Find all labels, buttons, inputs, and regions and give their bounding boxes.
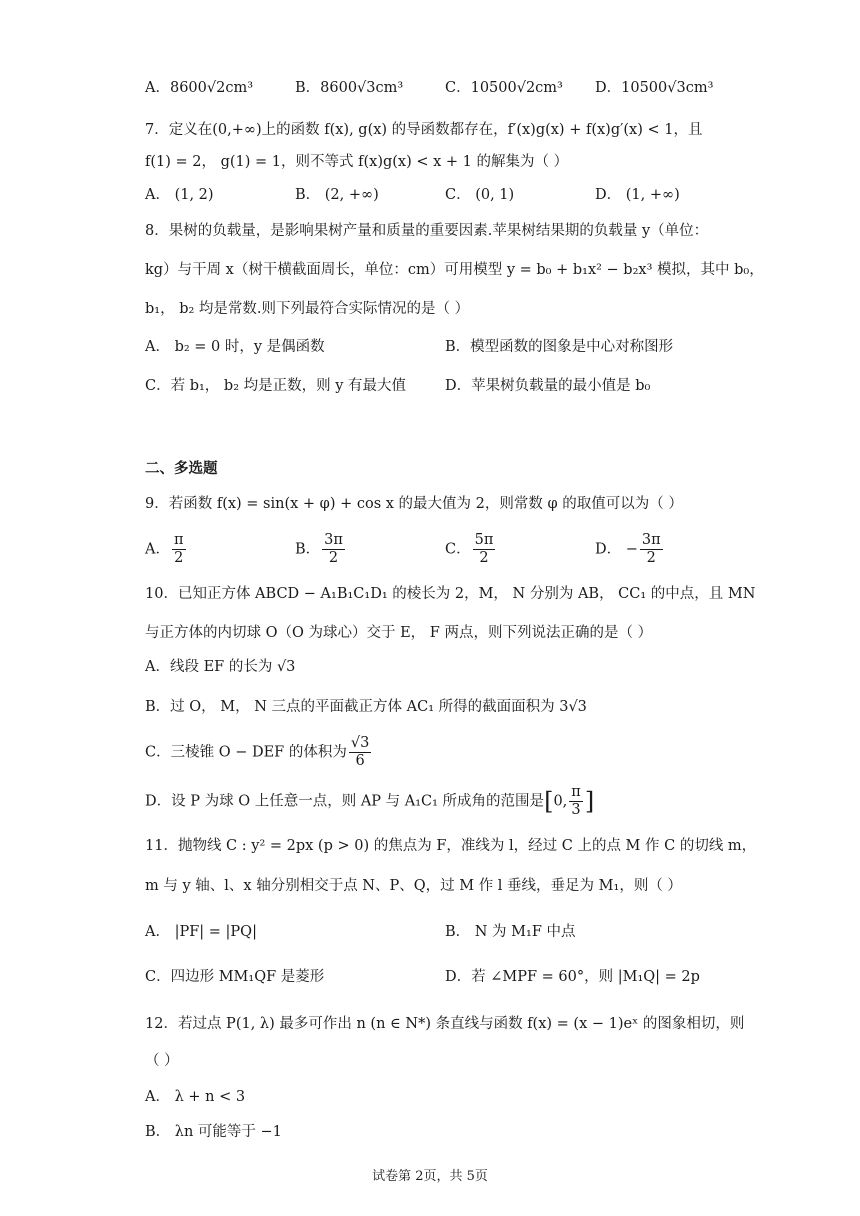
q6-option-b: B．8600√3cm³ <box>295 80 404 96</box>
numerator: √3 <box>350 735 370 751</box>
q10-stem-line2: 与正方体的内切球 O（O 为球心）交于 E， F 两点，则下列说法正确的是（ ） <box>145 625 653 641</box>
q9-option-a <box>145 532 188 567</box>
q8-option-a: A． b₂ = 0 时，y 是偶函数 <box>145 339 325 355</box>
denominator: 2 <box>646 550 656 566</box>
q12-option-a: A． λ + n < 3 <box>145 1089 246 1105</box>
q6-option-a: A．8600√2cm³ <box>145 80 254 96</box>
q7-option-d: D． (1, +∞) <box>595 187 680 203</box>
q11-option-d: D．若 ∠MPF = 60°，则 |M₁Q| = 2p <box>445 969 700 985</box>
q8-stem-line2: kg）与干周 x（树干横截面周长，单位：cm）可用模型 y = b₀ + b₁x² − b₂x³ 模拟，其中 b₀， <box>145 262 764 278</box>
q9-option-c <box>445 532 497 567</box>
q7-option-a: A． (1, 2) <box>145 187 214 203</box>
numerator: 3π <box>324 532 343 548</box>
q7-option-b: B． (2, +∞) <box>295 187 379 203</box>
fraction <box>640 532 663 567</box>
q9-option-b <box>295 532 347 567</box>
numerator: π <box>571 784 581 800</box>
q10-stem-line1: 10．已知正方体 ABCD − A₁B₁C₁D₁ 的棱长为 2，M， N 分别为 AB， CC₁ 的中点，且 MN <box>145 586 756 602</box>
q9-option-a-label: A． <box>145 541 170 558</box>
q10-option-d-text: D．设 P 为球 O 上任意一点，则 AP 与 A₁C₁ 所成角的范围是 <box>145 793 545 810</box>
fraction <box>349 735 371 770</box>
q11-stem-line2: m 与 y 轴、l、x 轴分别相交于点 N、P、Q，过 M 作 l 垂线，垂足为 M₁，则（ ） <box>145 878 682 894</box>
numerator: 3π <box>641 532 661 548</box>
q10-option-c-text: C．三棱锥 O − DEF 的体积为 <box>145 744 347 761</box>
q12-stem-line1: 12．若过点 P(1, λ) 最多可作出 n (n ∈ N*) 条直线与函数 f(x) = (x − 1)eˣ 的图象相切，则 <box>145 1016 745 1032</box>
q8-stem-line1: 8．果树的负载量，是影响果树产量和质量的重要因素.苹果树结果期的负载量 y（单位： <box>145 223 709 239</box>
q7-stem-line2: f(1) = 2， g(1) = 1，则不等式 f(x)g(x) < x + 1 的解集为（ ） <box>145 154 569 170</box>
section-title: 二、多选题 <box>145 461 218 477</box>
right-bracket: ] <box>584 787 595 816</box>
q8-option-b: B．模型函数的图象是中心对称图形 <box>445 339 674 355</box>
q8-option-c: C．若 b₁， b₂ 均是正数，则 y 有最大值 <box>145 378 407 394</box>
q8-option-d: D．苹果树负载量的最小值是 b₀ <box>445 378 651 394</box>
interval-start: 0, <box>553 793 568 810</box>
q8-stem-line3: b₁， b₂ 均是常数.则下列最符合实际情况的是（ ） <box>145 301 470 317</box>
q9-stem: 9．若函数 f(x) = sin(x + φ) + cos x 的最大值为 2，则常数 φ 的取值可以为（ ） <box>145 496 683 512</box>
q7-stem-line1: 7．定义在(0,+∞)上的函数 f(x), g(x) 的导函数都存在，f′(x)g(x) + f(x)g′(x) < 1，且 <box>145 122 703 138</box>
numerator: 5π <box>474 532 494 548</box>
q9-option-d <box>595 532 665 567</box>
q12-option-b: B． λn 可能等于 −1 <box>145 1124 282 1140</box>
fraction <box>322 532 345 567</box>
q10-option-c <box>145 735 373 770</box>
q11-option-c: C．四边形 MM₁QF 是菱形 <box>145 969 325 985</box>
denominator: 2 <box>328 550 339 566</box>
q7-option-c: C． (0, 1) <box>445 187 515 203</box>
q10-option-d <box>145 784 594 819</box>
q6-option-c: C．10500√2cm³ <box>445 80 563 96</box>
q6-option-d: D．10500√3cm³ <box>595 80 714 96</box>
q9-option-d-label: D． − <box>595 541 638 558</box>
q9-option-b-label: B． <box>295 541 321 558</box>
denominator: 2 <box>479 550 489 566</box>
left-bracket: [ <box>544 787 554 816</box>
q11-option-b: B． N 为 M₁F 中点 <box>445 924 576 940</box>
denominator: 6 <box>355 753 365 769</box>
page-footer: 试卷第 2页，共 5页 <box>372 1169 488 1184</box>
q12-stem-line2: （ ） <box>145 1053 179 1069</box>
numerator: π <box>173 532 184 548</box>
q11-option-a: A． |PF| = |PQ| <box>145 924 257 940</box>
q11-stem-line1: 11．抛物线 C : y² = 2px (p > 0) 的焦点为 F，准线为 l，经过 C 上的点 M 作 C 的切线 m， <box>145 838 757 854</box>
q9-option-c-label: C． <box>445 541 471 558</box>
fraction <box>569 784 583 819</box>
fraction <box>473 532 496 567</box>
fraction <box>172 532 186 567</box>
denominator: 2 <box>174 550 184 566</box>
q10-option-a: A．线段 EF 的长为 √3 <box>145 659 296 675</box>
denominator: 3 <box>571 802 581 818</box>
q10-option-b: B．过 O， M， N 三点的平面截正方体 AC₁ 所得的截面面积为 3√3 <box>145 699 587 715</box>
